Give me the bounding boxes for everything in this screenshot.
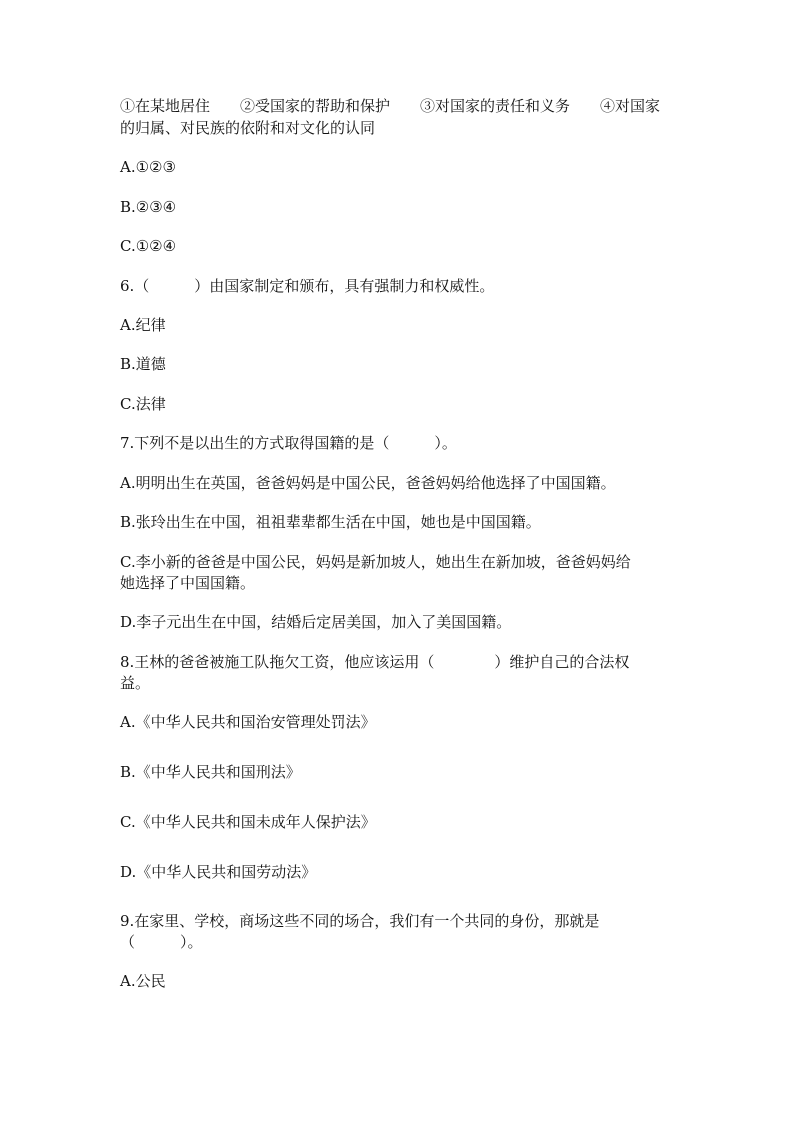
q9-option-a: A.公民	[120, 972, 166, 990]
q8-option-c: C.《中华人民共和国未成年人保护法》	[120, 813, 376, 831]
q6-stem: 6.（ ）由国家制定和颁布，具有强制力和权威性。	[120, 277, 495, 295]
q6-option-c: C.法律	[120, 395, 166, 413]
q5-option-a: A.①②③	[120, 158, 176, 176]
q7-stem: 7.下列不是以出生的方式取得国籍的是（ ）。	[120, 434, 457, 452]
q5-option-c: C.①②④	[120, 237, 177, 255]
q9-stem-line1: 9.在家里、学校，商场这些不同的场合，我们有一个共同的身份，那就是	[120, 912, 600, 930]
q8-option-d: D.《中华人民共和国劳动法》	[120, 863, 317, 881]
q8-stem-line1: 8.王林的爸爸被施工队拖欠工资，他应该运用（ ）维护自己的合法权	[120, 653, 630, 671]
q7-option-c-line2: 她选择了中国国籍。	[120, 574, 256, 592]
q6-option-b: B.道德	[120, 355, 166, 373]
q9-stem-line2: （ ）。	[120, 933, 203, 951]
q5-choices-line1: ①在某地居住 ②受国家的帮助和保护 ③对国家的责任和义务 ④对国家	[120, 97, 661, 115]
q7-option-a: A.明明出生在英国，爸爸妈妈是中国公民，爸爸妈妈给他选择了中国国籍。	[120, 474, 616, 492]
q8-option-a: A.《中华人民共和国治安管理处罚法》	[120, 713, 376, 731]
q5-choices-line2: 的归属、对民族的依附和对文化的认同	[120, 119, 376, 137]
q5-option-b: B.②③④	[120, 198, 177, 216]
q6-option-a: A.纪律	[120, 316, 166, 334]
q8-option-b: B.《中华人民共和国刑法》	[120, 763, 301, 781]
q7-option-b: B.张玲出生在中国，祖祖辈辈都生活在中国，她也是中国国籍。	[120, 513, 541, 531]
q8-stem-line2: 益。	[120, 674, 151, 692]
q7-option-d: D.李子元出生在中国，结婚后定居美国，加入了美国国籍。	[120, 613, 512, 631]
q7-option-c-line1: C.李小新的爸爸是中国公民，妈妈是新加坡人，她出生在新加坡，爸爸妈妈给	[120, 553, 631, 571]
